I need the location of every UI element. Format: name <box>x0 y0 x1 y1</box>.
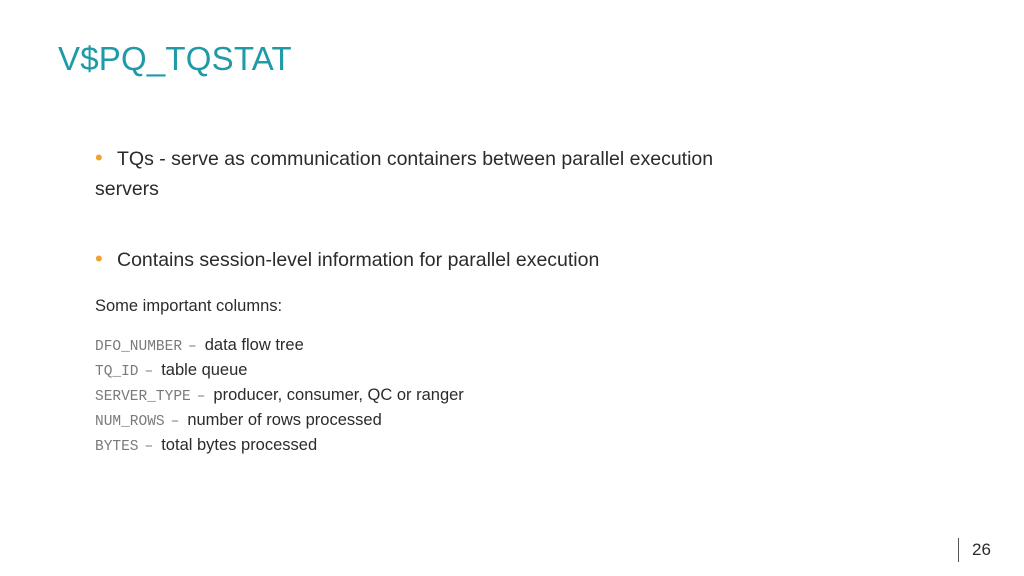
column-description: table queue <box>161 361 248 379</box>
column-row <box>95 358 464 383</box>
column-separator: – <box>196 389 206 405</box>
column-separator: – <box>144 439 154 455</box>
column-description: data flow tree <box>204 336 304 354</box>
bullet-text: TQs - serve as communication containers between parallel execution servers <box>95 148 714 200</box>
column-description: number of rows processed <box>187 411 382 429</box>
bullet-list <box>95 143 735 275</box>
column-name: SERVER_TYPE <box>95 389 191 405</box>
bullet-dot-icon: • <box>95 246 103 271</box>
column-name: DFO_NUMBER <box>95 339 183 355</box>
bullet-item <box>95 143 735 204</box>
bullet-item <box>95 244 735 275</box>
slide-title: V$PQ_TQSTAT <box>58 40 292 77</box>
column-row <box>95 408 464 433</box>
bullet-text: Contains session-level information for parallel execution <box>117 249 600 271</box>
column-row <box>95 433 464 458</box>
page-number: 26 <box>972 540 991 559</box>
columns-list <box>95 333 464 458</box>
column-description: total bytes processed <box>161 436 318 454</box>
column-name: TQ_ID <box>95 364 139 380</box>
column-separator: – <box>188 339 197 355</box>
column-row <box>95 333 464 358</box>
column-separator: – <box>170 414 180 430</box>
column-name: BYTES <box>95 439 139 455</box>
bullet-dot-icon: • <box>95 145 103 170</box>
column-name: NUM_ROWS <box>95 414 165 430</box>
column-description: producer, consumer, QC or ranger <box>213 386 464 404</box>
column-row <box>95 383 464 408</box>
page-number-divider <box>958 538 959 562</box>
columns-heading: Some important columns: <box>95 297 283 315</box>
column-separator: – <box>144 364 154 380</box>
